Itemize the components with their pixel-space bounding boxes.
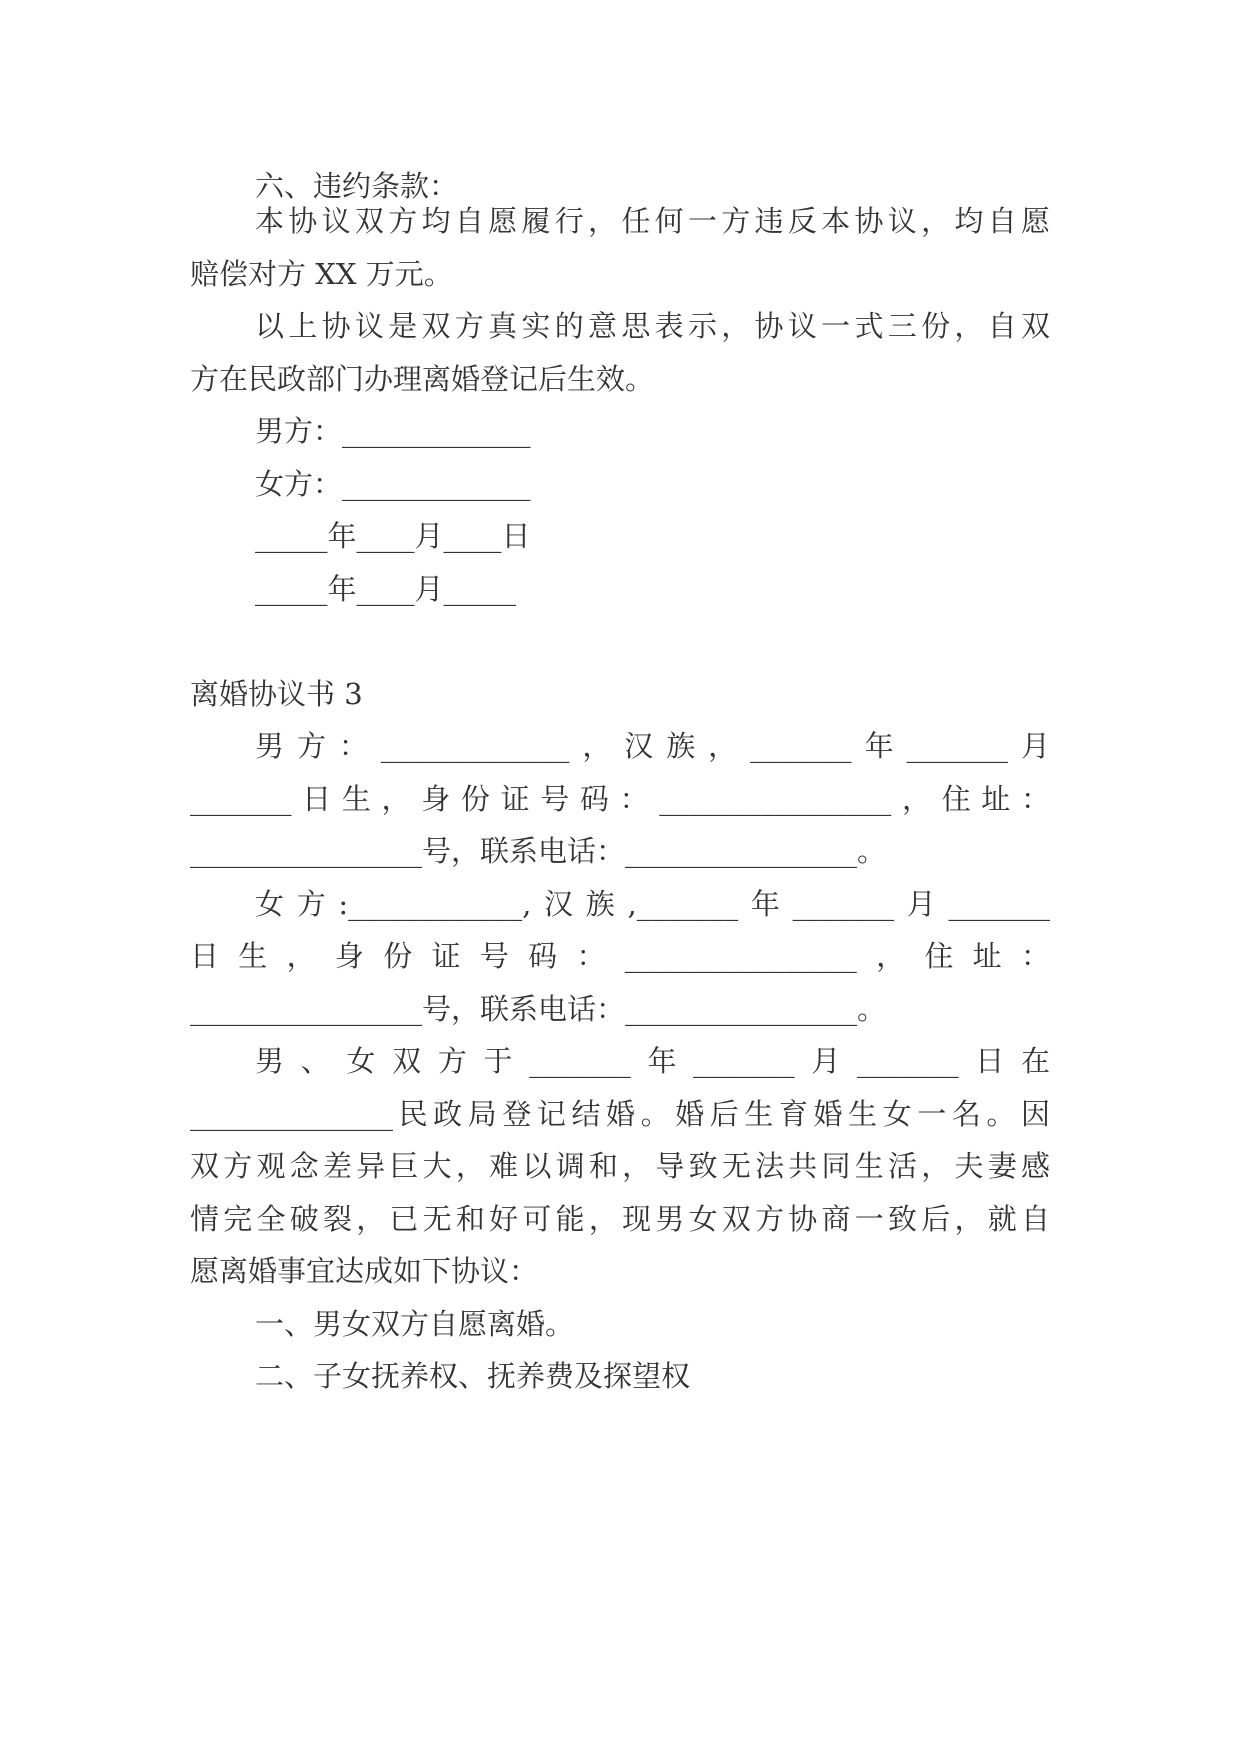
signature-line-male: 男方：_____________ (255, 414, 531, 448)
date-line: _____年____月_____ (255, 572, 517, 606)
paragraph-line: 日生，身份证号码：________________，住址： (190, 939, 1050, 973)
paragraph-line: _______日生，身份证号码：________________，住址： (190, 782, 1050, 816)
paragraph-line: 女方:____________,汉族,_______年_______月_______ (255, 887, 1050, 921)
section-heading-breach-terms: 六、违约条款： (255, 169, 459, 203)
paragraph-line: 愿离婚事宜达成如下协议： (190, 1254, 539, 1288)
paragraph-line: 男、女双方于_______年_______月_______日在 (255, 1044, 1050, 1078)
paragraph-line: 赔偿对方 XX 万元。 (190, 257, 453, 291)
paragraph-line: 情完全破裂，已无和好可能，现男女双方协商一致后，就自 (190, 1202, 1050, 1236)
date-line: _____年____月____日 (255, 519, 531, 553)
paragraph-line: 双方观念差异巨大，难以调和，导致无法共同生活，夫妻感 (190, 1149, 1050, 1183)
paragraph-line: ________________号，联系电话：________________。 (190, 834, 887, 868)
clause-line: 一、男女双方自愿离婚。 (255, 1307, 575, 1341)
clause-line: 二、子女抚养权、抚养费及探望权 (255, 1359, 691, 1393)
document-title: 离婚协议书 3 (190, 677, 363, 711)
paragraph-line: 本协议双方均自愿履行，任何一方违反本协议，均自愿 (255, 204, 1050, 238)
paragraph-line: 方在民政部门办理离婚登记后生效。 (190, 362, 655, 396)
signature-line-female: 女方：_____________ (255, 467, 531, 501)
paragraph-line: 男方：_____________，汉族，_______年_______月 (255, 729, 1050, 763)
paragraph-line: ________________号，联系电话：________________。 (190, 992, 887, 1026)
paragraph-line: 以上协议是双方真实的意思表示，协议一式三份，自双 (255, 309, 1050, 343)
paragraph-line: ______________民政局登记结婚。婚后生育婚生女一名。因 (190, 1097, 1050, 1131)
